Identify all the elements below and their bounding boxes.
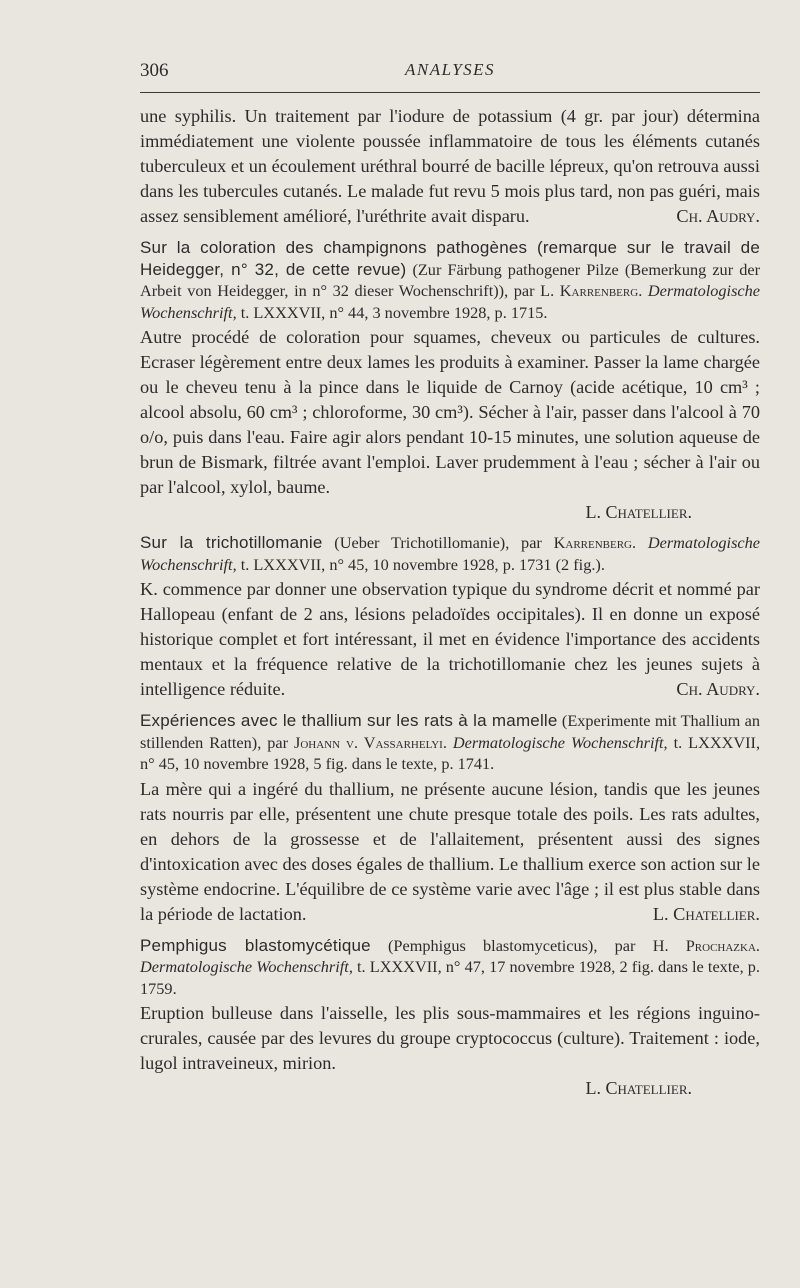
article-ref-end: , t. LXXXVII, n° 44, 3 novembre 1928, p. 1715. bbox=[232, 302, 548, 322]
page-body bbox=[140, 104, 760, 1100]
article-author: Johann v. Vassarhelyi bbox=[293, 732, 443, 752]
article-coloration bbox=[140, 237, 760, 524]
article-ref: (Ueber Trichotillomanie), par bbox=[322, 533, 554, 552]
article-trichotillomanie bbox=[140, 532, 760, 702]
intro-paragraph bbox=[140, 104, 760, 229]
article-journal: Dermatologische Wochenschrift bbox=[140, 533, 760, 574]
article-author: L. Karrenberg bbox=[540, 281, 639, 300]
intro-signature: Ch. Audry. bbox=[676, 206, 760, 226]
running-title: ANALYSES bbox=[404, 60, 496, 79]
article-ref: (Pemphigus blastomyceticus), par bbox=[370, 935, 653, 955]
article-journal: Dermatologische Wochenschrift bbox=[140, 281, 761, 322]
article-ref-end: , t. LXXXVII, n° 45, 10 novembre 1928, 5 fig. dans le texte, p. 1741. bbox=[140, 732, 761, 773]
article-heading: Expériences avec le thallium sur les rats à la mamelle (Experimente mit Thallium an stillenden Ratten), par Johann v. Vassarhelyi. Dermatologische Wochenschrift, t. LXXXVII, n° 45, 10 novembre 1928, 5 fig. dans le texte, p. 1741. bbox=[140, 711, 761, 773]
article-signature: L. Chatellier. bbox=[585, 1078, 692, 1098]
article-body: Eruption bulleuse dans l'aisselle, les plis sous-mammaires et les régions inguino-crurales, causée par des levures du groupe cryptococcus (culture). Traitement : iode, lugol intraveineux, mirion. bbox=[140, 1003, 760, 1073]
article-body: La mère qui a ingéré du thallium, ne présente aucune lésion, tandis que les jeunes rats nourris par elle, présentent une chute presque totale des poils. Les rats adultes, en dehors de la grossesse et de l'allaitement, présentent aussi des signes d'intoxication avec des doses égales de thallium. Le thallium exerce son action sur le système endocrine. L'équilibre de ce système varie avec l'âge ; il est plus stable dans la période de lactation. L. Chatellier. bbox=[140, 777, 760, 927]
article-title: Sur la coloration des champignons pathogènes (remarque sur le travail de Heidegger, n° 32, de cette revue) bbox=[140, 238, 760, 279]
article-signature: L. Chatellier. bbox=[585, 502, 692, 522]
article-body: K. commence par donner une observation typique du syndrome décrit et nommé par Hallopeau (enfant de 2 ans, lésions peladoïdes occipitales). Il en donne un exposé historique complet et fort intéressant, il met en évidence l'importance des accidents mentaux et la fréquence relative de la trichotillomanie chez les jeunes sujets à intelligence réduite. Ch. Audry. bbox=[140, 577, 760, 702]
intro-text: une syphilis. Un traitement par l'iodure de potassium (4 gr. par jour) détermina immédiatement une violente poussée inflammatoire de tous les éléments cutanés tuberculeux et un écoulement uréthral bourré de bacille lépreux, qu'on retrouva aussi dans les tubercules cutanés. Le malade fut revu 5 mois plus tard, non pas guéri, mais assez sensiblement amélioré, l'uréthrite avait disparu. bbox=[140, 106, 760, 226]
article-ref: (Zur Färbung pathogener Pilze (Bemerkung zur der Arbeit von Heidegger, in n° 32 dieser Wochenschrift)), par bbox=[140, 259, 760, 300]
article-heading: Sur la trichotillomanie (Ueber Trichotillomanie), par Karrenberg. Dermatologische Wochenschrift, t. LXXXVII, n° 45, 10 novembre 1928, p. 1731 (2 fig.). bbox=[140, 533, 760, 574]
article-author: H. Prochazka bbox=[652, 935, 756, 955]
article-ref-end: , t. LXXXVII, n° 45, 10 novembre 1928, p. 1731 (2 fig.). bbox=[232, 554, 605, 574]
article-heading: Sur la coloration des champignons pathogènes (remarque sur le travail de Heidegger, n° 32, de cette revue) (Zur Färbung pathogener Pilze (Bemerkung zur der Arbeit von Heidegger, in n° 32 dieser Wochenschrift)), par L. Karrenberg. Dermatologische Wochenschrift, t. LXXXVII, n° 44, 3 novembre 1928, p. 1715. bbox=[140, 238, 761, 322]
article-body: Autre procédé de coloration pour squames, cheveux ou particules de cultures. Ecraser légèrement entre deux lames les produits à examiner. Passer la lame chargée ou le cheveu tenu à la pince dans le liquide de Carnoy (acide acétique, 10 cm³ ; alcool absolu, 60 cm³ ; chloroforme, 30 cm³). Sécher à l'air, passer dans l'alcool à 70 o/o, puis dans l'eau. Faire agir alors pendant 10-15 minutes, une solution aqueuse de brun de Bismark, filtrée avant l'emploi. Laver prudemment à l'eau ; sécher à l'air ou par l'alcool, xylol, baume. bbox=[140, 327, 760, 497]
article-title: Expériences avec le thallium sur les rats à la mamelle bbox=[140, 711, 558, 730]
article-title: Sur la trichotillomanie bbox=[140, 533, 323, 552]
article-author: Karrenberg bbox=[553, 533, 633, 552]
article-signature: Ch. Audry. bbox=[676, 679, 760, 699]
article-journal: Dermatologische Wochenschrift bbox=[140, 957, 349, 976]
article-ref: (Experimente mit Thallium an stillenden Ratten), par bbox=[140, 711, 760, 752]
article-journal: Dermatologische Wochenschrift bbox=[452, 732, 664, 752]
article-thallium bbox=[140, 710, 760, 927]
page-number: 306 bbox=[140, 60, 169, 81]
article-ref-end: , t. LXXXVII, n° 47, 17 novembre 1928, 2 fig. dans le texte, p. 1759. bbox=[140, 957, 760, 998]
article-signature: L. Chatellier. bbox=[652, 903, 760, 924]
article-title: Pemphigus blastomycétique bbox=[140, 935, 371, 955]
article-pemphigus bbox=[140, 935, 760, 1101]
article-heading: Pemphigus blastomycétique (Pemphigus blastomyceticus), par H. Prochazka. Dermatologische Wochenschrift, t. LXXXVII, n° 47, 17 novembre 1928, 2 fig. dans le texte, p. 1759. bbox=[140, 935, 760, 998]
page-header bbox=[140, 58, 760, 93]
